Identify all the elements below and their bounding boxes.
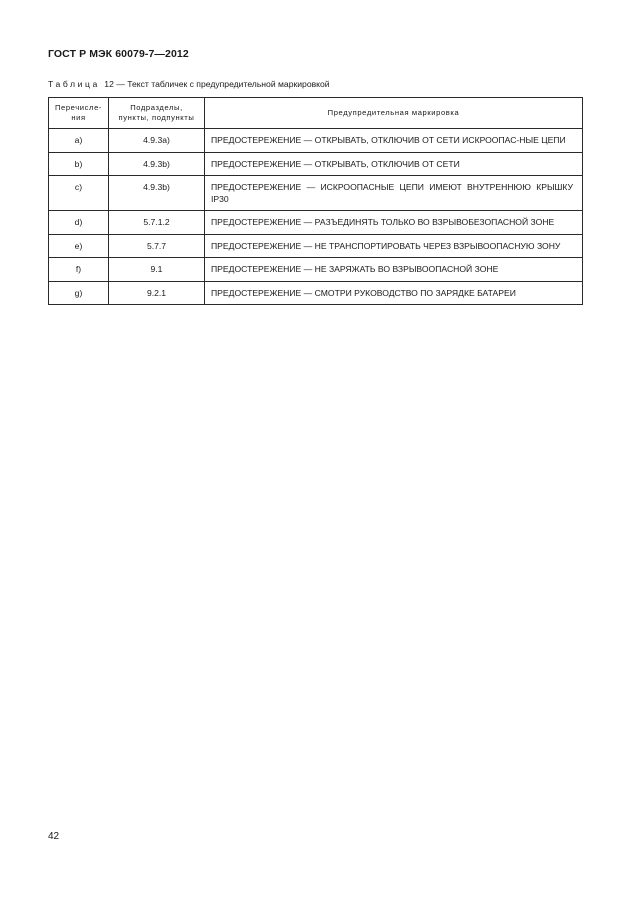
cell-marking: ПРЕДОСТЕРЕЖЕНИЕ — НЕ ЗАРЯЖАТЬ ВО ВЗРЫВООПАСНОЙ ЗОНЕ — [205, 258, 583, 282]
table-caption-text: 12 — Текст табличек с предупредительной маркировкой — [104, 79, 330, 89]
column-header-sections — [109, 98, 205, 129]
table-row — [49, 152, 583, 176]
cell-item: a) — [49, 129, 109, 153]
table-row — [49, 281, 583, 305]
table-caption — [48, 79, 330, 89]
column-header-enumeration-line2: ния — [71, 113, 86, 122]
warning-marking-table — [48, 97, 583, 305]
table-header-row — [49, 98, 583, 129]
page-number: 42 — [48, 831, 60, 842]
table-caption-prefix: Таблица — [48, 79, 100, 89]
cell-marking: ПРЕДОСТЕРЕЖЕНИЕ — РАЗЪЕДИНЯТЬ ТОЛЬКО ВО ВЗРЫВОБЕЗОПАСНОЙ ЗОНЕ — [205, 211, 583, 235]
table-row — [49, 211, 583, 235]
cell-item: d) — [49, 211, 109, 235]
cell-item: e) — [49, 234, 109, 258]
table-row — [49, 234, 583, 258]
column-header-marking: Предупредительная маркировка — [205, 98, 583, 129]
cell-section: 5.7.7 — [109, 234, 205, 258]
cell-section: 4.9.3b) — [109, 152, 205, 176]
cell-marking: ПРЕДОСТЕРЕЖЕНИЕ — ОТКРЫВАТЬ, ОТКЛЮЧИВ ОТ СЕТИ ИСКРООПАС-НЫЕ ЦЕПИ — [205, 129, 583, 153]
cell-item: f) — [49, 258, 109, 282]
cell-marking: ПРЕДОСТЕРЕЖЕНИЕ — ИСКРООПАСНЫЕ ЦЕПИ ИМЕЮТ ВНУТРЕННЮЮ КРЫШКУ IP30 — [205, 176, 583, 211]
cell-item: g) — [49, 281, 109, 305]
cell-section: 4.9.3b) — [109, 176, 205, 211]
table-row — [49, 258, 583, 282]
column-header-sections-line2: пункты, подпункты — [118, 113, 195, 122]
cell-section: 5.7.1.2 — [109, 211, 205, 235]
cell-section: 9.1 — [109, 258, 205, 282]
table-row — [49, 176, 583, 211]
column-header-enumeration-line1: Перечисле- — [54, 102, 103, 112]
cell-marking: ПРЕДОСТЕРЕЖЕНИЕ — НЕ ТРАНСПОРТИРОВАТЬ ЧЕРЕЗ ВЗРЫВООПАСНУЮ ЗОНУ — [205, 234, 583, 258]
cell-section: 4.9.3a) — [109, 129, 205, 153]
cell-marking: ПРЕДОСТЕРЕЖЕНИЕ — ОТКРЫВАТЬ, ОТКЛЮЧИВ ОТ СЕТИ — [205, 152, 583, 176]
cell-section: 9.2.1 — [109, 281, 205, 305]
column-header-sections-line1: Подразделы, — [130, 102, 183, 112]
cell-item: c) — [49, 176, 109, 211]
column-header-enumeration — [49, 98, 109, 129]
table-row — [49, 129, 583, 153]
cell-item: b) — [49, 152, 109, 176]
cell-marking: ПРЕДОСТЕРЕЖЕНИЕ — СМОТРИ РУКОВОДСТВО ПО ЗАРЯДКЕ БАТАРЕИ — [205, 281, 583, 305]
document-header: ГОСТ Р МЭК 60079-7—2012 — [48, 48, 189, 60]
